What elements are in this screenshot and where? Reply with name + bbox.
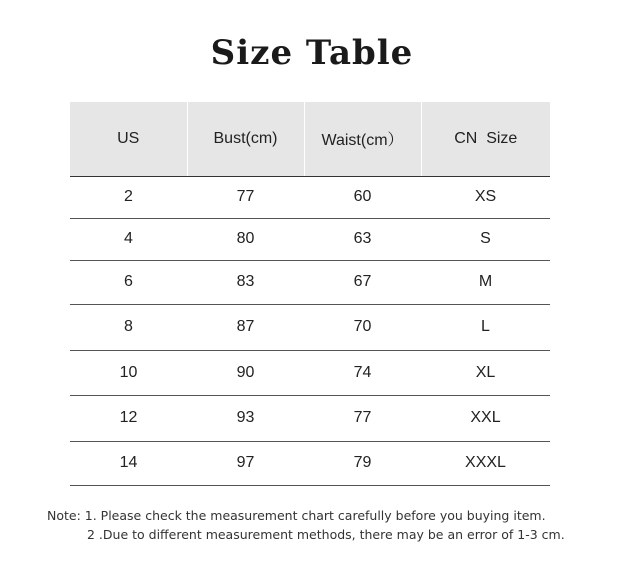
- table-row: [70, 218, 550, 260]
- notes: [47, 506, 565, 544]
- cell-us: 10: [70, 350, 187, 395]
- cell-us: 14: [70, 441, 187, 485]
- cell-waist: 63: [304, 218, 421, 260]
- cell-bust: 97: [187, 441, 304, 485]
- cell-waist: 77: [304, 395, 421, 441]
- cell-waist: 74: [304, 350, 421, 395]
- cell-waist: 79: [304, 441, 421, 485]
- table-row: [70, 304, 550, 350]
- cell-waist: 67: [304, 260, 421, 304]
- cell-cn-size: M: [421, 260, 550, 304]
- cell-us: 12: [70, 395, 187, 441]
- cell-us: 6: [70, 260, 187, 304]
- cell-cn-size: XXL: [421, 395, 550, 441]
- note-line-2: 2 .Due to different measurement methods, there may be an error of 1-3 cm.: [87, 527, 565, 542]
- table-row: [70, 441, 550, 485]
- column-header-cn-size: CN Size: [421, 102, 550, 176]
- cell-waist: 60: [304, 176, 421, 218]
- table-row: [70, 260, 550, 304]
- cell-bust: 83: [187, 260, 304, 304]
- table-row: [70, 350, 550, 395]
- column-header-us: US: [70, 102, 187, 176]
- cell-bust: 90: [187, 350, 304, 395]
- table-header-row: [70, 102, 550, 176]
- cell-cn-size: XS: [421, 176, 550, 218]
- cell-bust: 93: [187, 395, 304, 441]
- cell-us: 4: [70, 218, 187, 260]
- cell-bust: 80: [187, 218, 304, 260]
- size-table-container: [70, 102, 550, 486]
- cell-us: 2: [70, 176, 187, 218]
- column-header-bust: Bust(cm): [187, 102, 304, 176]
- table-row: [70, 176, 550, 218]
- cell-cn-size: S: [421, 218, 550, 260]
- cell-cn-size: L: [421, 304, 550, 350]
- cell-cn-size: XL: [421, 350, 550, 395]
- note-line-1: Note: 1. Please check the measurement chart carefully before you buying item.: [47, 508, 546, 523]
- table-row: [70, 395, 550, 441]
- cell-bust: 77: [187, 176, 304, 218]
- column-header-waist: Waist(cm）: [304, 102, 421, 176]
- size-table: [70, 102, 550, 486]
- cell-us: 8: [70, 304, 187, 350]
- page-title: Size Table: [210, 33, 414, 73]
- cell-waist: 70: [304, 304, 421, 350]
- cell-bust: 87: [187, 304, 304, 350]
- cell-cn-size: XXXL: [421, 441, 550, 485]
